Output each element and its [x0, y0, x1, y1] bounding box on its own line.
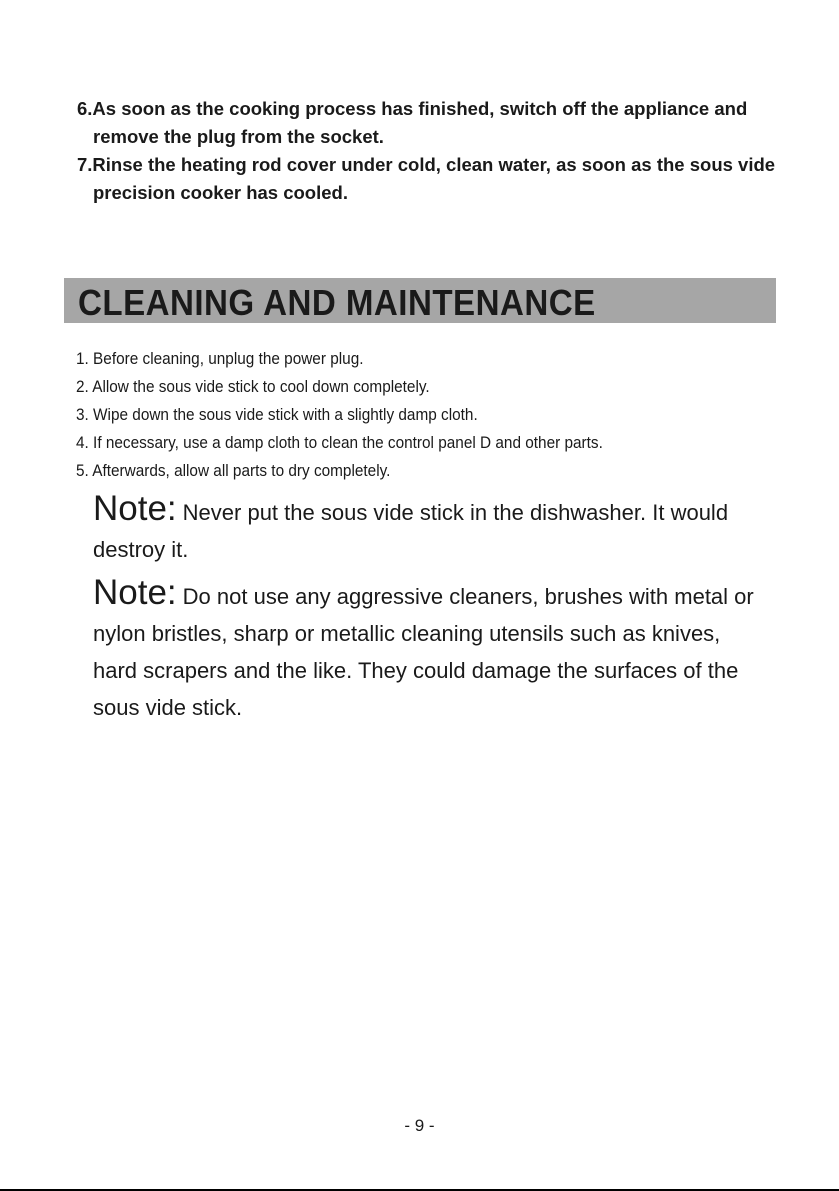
- section-title: CLEANING AND MAINTENANCE: [78, 282, 596, 323]
- note-label: Note:: [93, 489, 177, 528]
- cleaning-step: 4. If necessary, use a damp cloth to clean the control panel D and other parts.: [76, 434, 603, 452]
- cleaning-steps-list: [76, 345, 776, 485]
- operation-steps-list: [77, 95, 777, 207]
- notes-block: [93, 490, 763, 732]
- operation-step: 6.As soon as the cooking process has finished, switch off the appliance and remove the plug from the socket.: [77, 98, 748, 147]
- section-header-bar: [64, 278, 776, 323]
- note-text: Never put the sous vide stick in the dishwasher. It would destroy it.: [93, 500, 729, 562]
- cleaning-step: 5. Afterwards, allow all parts to dry completely.: [76, 462, 391, 480]
- note-label: Note:: [93, 573, 177, 612]
- note-cleaners: [93, 574, 763, 726]
- cleaning-step: 2. Allow the sous vide stick to cool down completely.: [76, 378, 430, 396]
- page-number: - 9 -: [404, 1116, 435, 1135]
- cleaning-step: 3. Wipe down the sous vide stick with a slightly damp cloth.: [76, 406, 478, 424]
- note-dishwasher: [93, 490, 763, 568]
- operation-step: 7.Rinse the heating rod cover under cold, clean water, as soon as the sous vide precision cooker has cooled.: [77, 154, 776, 203]
- note-text: Do not use any aggressive cleaners, brushes with metal or nylon bristles, sharp or metallic cleaning utensils such as knives, hard scrapers and the like. They could damage the surfaces of the sous vide stick.: [93, 584, 754, 720]
- cleaning-step: 1. Before cleaning, unplug the power plug.: [76, 350, 364, 368]
